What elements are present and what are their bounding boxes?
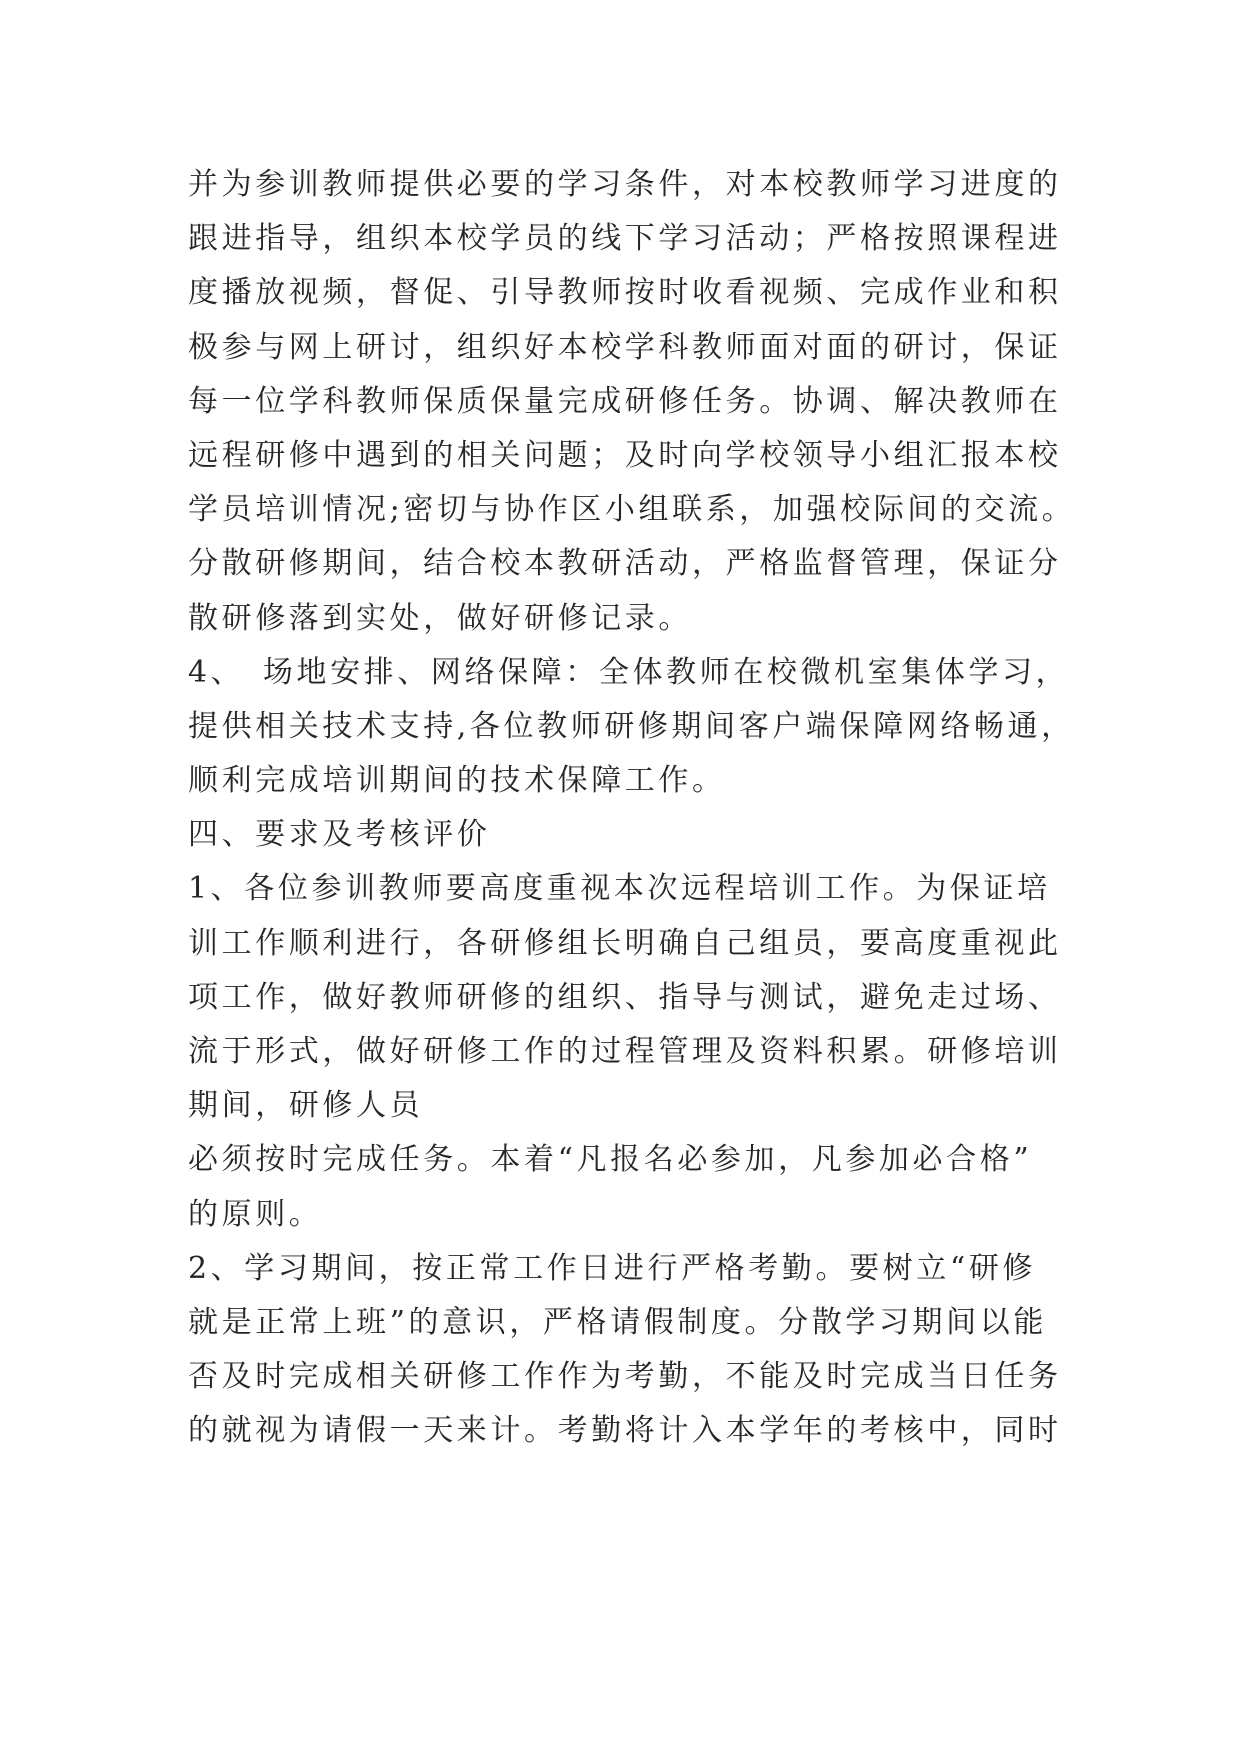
text-line: 项工作，做好教师研修的组织、指导与测试，避免走过场、 <box>188 979 1062 1015</box>
text-line: 期间，研修人员 <box>188 1088 424 1124</box>
list-item-1: 1、各位参训教师要高度重视本次远程培训工作。为保证培 <box>188 871 1051 907</box>
text-line: 并为参训教师提供必要的学习条件，对本校教师学习进度的 <box>188 167 1062 202</box>
text-line: 就是正常上班”的意识，严格请假制度。分散学习期间以能 <box>188 1304 1047 1340</box>
text-line: 必须按时完成任务。本着“凡报名必参加，凡参加必合格” <box>188 1142 1033 1178</box>
text-line: 的原则。 <box>188 1196 323 1232</box>
text-line: 否及时完成相关研修工作作为考勤，不能及时完成当日任务 <box>188 1359 1062 1395</box>
text-line: 分散研修期间，结合校本教研活动，严格监督管理，保证分 <box>188 546 1062 582</box>
section-heading: 四、要求及考核评价 <box>188 817 491 853</box>
text-line: 度播放视频，督促、引导教师按时收看视频、完成作业和积 <box>188 275 1062 311</box>
text-line: 训工作顺利进行，各研修组长明确自己组员，要高度重视此 <box>188 925 1062 961</box>
text-line: 跟进指导，组织本校学员的线下学习活动；严格按照课程进 <box>188 221 1062 257</box>
list-item-4: 4、 场地安排、网络保障：全体教师在校微机室集体学习， <box>188 654 1070 690</box>
text-line: 流于形式，做好研修工作的过程管理及资料积累。研修培训 <box>188 1034 1062 1069</box>
text-line: 提供相关技术支持,各位教师研修期间客户端保障网络畅通， <box>188 708 1075 744</box>
text-line: 远程研修中遇到的相关问题；及时向学校领导小组汇报本校 <box>188 437 1062 473</box>
text-line: 学员培训情况;密切与协作区小组联系，加强校际间的交流。 <box>188 492 1076 528</box>
text-line: 每一位学科教师保质保量完成研修任务。协调、解决教师在 <box>188 383 1062 419</box>
text-line: 散研修落到实处，做好研修记录。 <box>188 600 692 636</box>
text-line: 顺利完成培训期间的技术保障工作。 <box>188 763 726 799</box>
document-body <box>188 158 1076 1459</box>
list-item-2: 2、学习期间，按正常工作日进行严格考勤。要树立“研修 <box>188 1250 1037 1286</box>
text-line: 的就视为请假一天来计。考勤将计入本学年的考核中，同时 <box>188 1413 1062 1449</box>
text-line: 极参与网上研讨，组织好本校学科教师面对面的研讨，保证 <box>188 329 1062 365</box>
